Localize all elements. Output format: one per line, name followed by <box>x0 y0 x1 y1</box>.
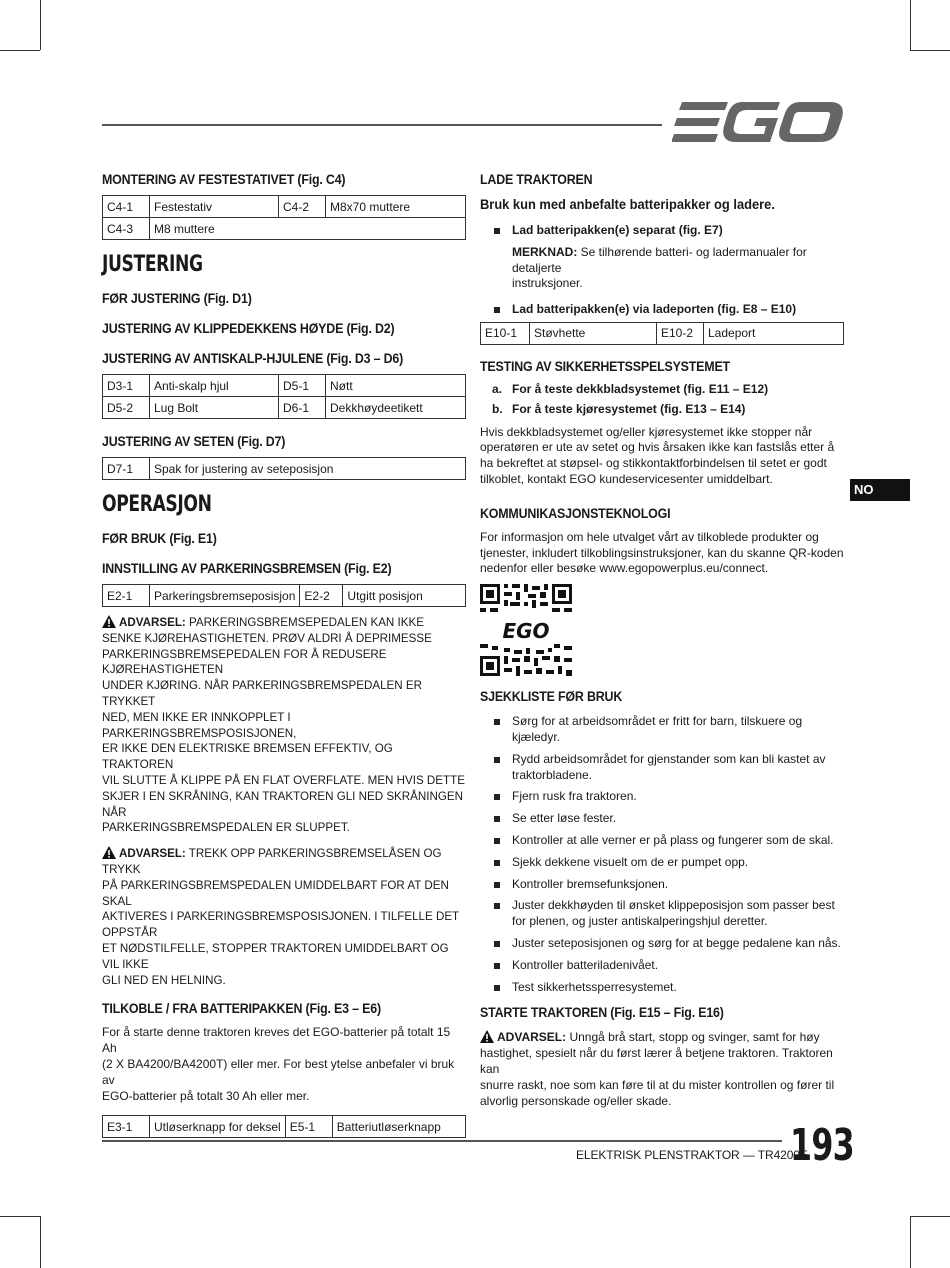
bullet-list <box>480 302 844 318</box>
warning-text: UNDER KJØRING. NÅR PARKERINGSBREMSPEDALEN ER TRYKKET <box>102 679 422 708</box>
warning-text: GLI NED EN HELNING. <box>102 973 226 987</box>
warning-text: AKTIVERES I PARKERINGSBREMSPOSISJONEN. I TILFELLE DET OPPSTÅR <box>102 910 459 940</box>
warning-text: SKJER I EN SKRÅNING, KAN TRAKTOREN GLI NED SKRÅNINGEN NÅR <box>102 789 463 819</box>
table-row <box>103 585 466 607</box>
section-heading: STARTE TRAKTOREN (Fig. E15 – Fig. E16) <box>480 1005 724 1021</box>
table-cell: C4-1 <box>103 196 150 218</box>
list-item <box>480 223 844 239</box>
warning-block <box>102 846 466 988</box>
warning-block <box>480 1030 844 1109</box>
table-cell: Festestativ <box>150 196 279 218</box>
bullet <box>494 794 500 800</box>
table-cell: D7-1 <box>103 458 150 480</box>
crop-mark <box>0 1216 40 1217</box>
list-item-text: Sørg for at arbeidsområdet er fritt for barn, tilskuere og kjæledyr. <box>512 714 803 744</box>
list-item-text: For å teste dekkbladsystemet (fig. E11 – E12) <box>512 381 769 396</box>
footer-title: ELEKTRISK PLENSTRAKTOR — TR4200E <box>576 1148 808 1162</box>
warning-icon <box>480 1030 494 1043</box>
table-row <box>103 458 466 480</box>
table-cell: Lug Bolt <box>150 397 279 419</box>
table-cell: D6-1 <box>279 397 326 419</box>
bullet <box>494 985 500 991</box>
list-item-text: Kontroller bremsefunksjonen. <box>512 876 669 891</box>
list-item-text: Kontroller at alle verner er på plass og fungerer som de skal. <box>512 832 834 847</box>
list-item-text: For å teste kjøresystemet (fig. E13 – E14) <box>512 401 746 416</box>
bullet <box>494 838 500 844</box>
subheading: Bruk kun med anbefalte batteripakker og ladere. <box>480 196 775 212</box>
list-item <box>480 833 844 849</box>
test-steps <box>480 382 844 418</box>
bullet <box>494 719 500 725</box>
page-number: 193 <box>790 1120 854 1171</box>
warning-text: NED, MEN IKKE ER INNKOPPLET I PARKERINGSBREMSPOSISJONEN, <box>102 710 297 740</box>
list-item <box>480 958 844 974</box>
table-cell: Utløserknapp for deksel <box>150 1116 286 1138</box>
parts-table-e3 <box>102 1115 466 1138</box>
paragraph-line: Hvis dekkbladsystemet og/eller kjøresystemet ikke stopper når <box>480 424 813 439</box>
header-rule <box>102 124 662 126</box>
section-heading: TILKOBLE / FRA BATTERIPAKKEN (Fig. E3 – E6) <box>102 1001 381 1017</box>
chapter-title: JUSTERING <box>102 252 203 277</box>
table-cell: Støvhette <box>530 322 657 344</box>
warning-text: ER IKKE DEN ELEKTRISKE BREMSEN EFFEKTIV, OG TRAKTOREN <box>102 742 393 772</box>
table-cell: E10-1 <box>481 322 530 344</box>
list-item <box>480 811 844 827</box>
table-cell: Batteriutløserknapp <box>332 1116 465 1138</box>
bullet <box>494 860 500 866</box>
warning-text: TREKK OPP PARKERINGSBREMSELÅSEN OG TRYKK <box>102 847 442 876</box>
body-paragraph <box>480 425 844 488</box>
warning-text: VIL SLUTTE Å KLIPPE PÅ EN FLAT OVERFLATE. MEN HVIS DETTE <box>102 773 465 787</box>
table-cell: C4-2 <box>279 196 326 218</box>
list-item-text: Sjekk dekkene visuelt om de er pumpet opp. <box>512 854 749 869</box>
section-heading: KOMMUNIKASJONSTEKNOLOGI <box>480 505 671 521</box>
bullet <box>494 307 500 313</box>
table-cell: D5-2 <box>103 397 150 419</box>
right-column <box>480 170 844 1109</box>
left-column <box>102 170 466 1138</box>
bullet <box>494 757 500 763</box>
note-text: Se tilhørende batteri- og ladermanualer for detaljerte <box>512 244 807 275</box>
list-item <box>480 877 844 893</box>
warning-text: SENKE KJØREHASTIGHETEN. PRØV ALDRI Å DEPRIMESSE <box>102 631 432 645</box>
warning-text: PÅ PARKERINGSBREMSPEDALEN UMIDDELBART FOR AT DEN SKAL <box>102 878 449 908</box>
section-heading: JUSTERING AV SETEN (Fig. D7) <box>102 434 286 449</box>
section-heading: JUSTERING AV KLIPPEDEKKENS HØYDE (Fig. D2) <box>102 321 395 336</box>
warning-text: snurre raskt, noe som kan føre til at du mister kontrollen og fører til <box>480 1077 835 1092</box>
parts-table-e10 <box>480 322 844 345</box>
warning-text: PARKERINGSBREMSEPEDALEN FOR Å REDUSERE KJØREHASTIGHETEN <box>102 647 387 677</box>
list-item <box>480 789 844 805</box>
table-row <box>103 397 466 419</box>
paragraph-line: tilkoblet, kontakt EGO kundeservicesenter umiddelbart. <box>480 471 773 486</box>
list-item <box>480 752 844 784</box>
section-heading: JUSTERING AV ANTISKALP-HJULENE (Fig. D3 – D6) <box>102 351 404 366</box>
list-item-text: Juster seteposisjonen og sørg for at begge pedalene kan nås. <box>512 935 841 950</box>
bullet <box>494 963 500 969</box>
bullet <box>494 228 500 234</box>
table-cell: C4-3 <box>103 218 150 240</box>
paragraph-line: tjenester, inkludert tilkoblingsinstruksjoner, kan du skanne QR-koden <box>480 545 844 560</box>
bullet <box>494 816 500 822</box>
table-cell: E10-2 <box>657 322 704 344</box>
table-row <box>103 218 466 240</box>
list-item-text: Kontroller batteriladenivået. <box>512 957 659 972</box>
table-row <box>103 1116 466 1138</box>
table-cell: Utgitt posisjon <box>343 585 466 607</box>
checklist <box>480 714 844 995</box>
list-letter: b. <box>492 401 503 416</box>
list-item-text: Se etter løse fester. <box>512 811 617 826</box>
paragraph-line: nedenfor eller besøke www.egopowerplus.eu/connect. <box>480 561 769 576</box>
crop-mark <box>910 1216 950 1217</box>
paragraph-line: operatøren er ute av setet og hvis årsaken ikke kan fastslås etter å <box>480 440 835 455</box>
paragraph-line: (2 X BA4200/BA4200T) eller mer. For best ytelse anbefaler vi bruk av <box>102 1056 455 1087</box>
crop-mark <box>40 0 41 50</box>
bullet <box>494 903 500 909</box>
list-item-text: Lad batteripakken(e) separat (fig. E7) <box>512 223 723 237</box>
paragraph-line: EGO-batterier på totalt 30 Ah eller mer. <box>102 1088 310 1103</box>
list-item-text: Juster dekkhøyden til ønsket klippeposisjon som passer best for plenen, og juster antiskalperingshjul deretter. <box>512 898 835 929</box>
table-cell: Nøtt <box>326 375 466 397</box>
section-heading: MONTERING AV FESTESTATIVET (Fig. C4) <box>102 172 346 187</box>
section-heading: FØR BRUK (Fig. E1) <box>102 531 217 546</box>
warning-label: ADVARSEL: <box>119 847 186 861</box>
bullet <box>494 882 500 888</box>
warning-text: Unngå brå start, stopp og svinger, samt for høy <box>566 1030 820 1045</box>
section-heading: LADE TRAKTOREN <box>480 172 593 187</box>
list-item-text: Rydd arbeidsområdet for gjenstander som kan bli kastet av traktorbladene. <box>512 751 826 782</box>
language-tab: NO <box>850 479 910 501</box>
note-text: instruksjoner. <box>512 276 583 291</box>
parts-table-c4 <box>102 195 466 240</box>
table-cell: D3-1 <box>103 375 150 397</box>
footer-rule <box>102 1140 782 1142</box>
warning-text: PARKERINGSBREMSEPEDALEN KAN IKKE <box>185 616 424 629</box>
list-item <box>480 714 844 746</box>
list-item <box>480 402 844 418</box>
parts-table-d7 <box>102 457 466 480</box>
crop-mark <box>40 1216 41 1268</box>
paragraph-line: For informasjon om hele utvalget vårt av tilkoblede produkter og <box>480 529 819 544</box>
section-heading: INNSTILLING AV PARKERINGSBREMSEN (Fig. E2) <box>102 561 392 576</box>
ego-logo <box>672 100 844 146</box>
table-cell: M8x70 muttere <box>326 196 466 218</box>
list-letter: a. <box>492 381 503 396</box>
table-cell: E3-1 <box>103 1116 150 1138</box>
warning-text: alvorlig personskade og/eller skade. <box>480 1093 672 1108</box>
qr-brand: EGO <box>502 619 550 644</box>
table-cell: E5-1 <box>285 1116 332 1138</box>
list-item-text: Lad batteripakken(e) via ladeporten (fig. E8 – E10) <box>512 302 797 317</box>
warning-text: hastighet, spesielt når du først lærer å betjene traktoren. Traktoren kan <box>480 1046 833 1076</box>
list-item <box>480 855 844 871</box>
note-label: MERKNAD: <box>512 244 578 259</box>
section-heading: TESTING AV SIKKERHETSSPELSYSTEMET <box>480 358 730 374</box>
warning-icon <box>102 846 116 859</box>
table-cell: Dekkhøydeetikett <box>326 397 466 419</box>
table-cell: Spak for justering av seteposisjon <box>150 458 466 480</box>
list-item <box>480 382 844 398</box>
body-paragraph <box>102 1025 466 1104</box>
crop-mark <box>910 1216 911 1268</box>
list-item-text: Test sikkerhetssperresystemet. <box>512 979 677 994</box>
list-item <box>480 898 844 930</box>
body-paragraph <box>480 530 844 577</box>
section-heading: FØR JUSTERING (Fig. D1) <box>102 291 252 306</box>
crop-mark <box>910 0 911 50</box>
list-item <box>480 936 844 952</box>
crop-mark <box>910 50 950 51</box>
list-item <box>480 980 844 996</box>
chapter-title: OPERASJON <box>102 492 212 517</box>
table-row <box>481 322 844 344</box>
table-cell: D5-1 <box>279 375 326 397</box>
table-row <box>103 375 466 397</box>
warning-text: PARKERINGSBREMSPEDALEN ER SLUPPET. <box>102 821 350 835</box>
bullet-list <box>480 223 844 239</box>
paragraph-line: ha bekreftet at støpsel- og stikkontaktforbindelsen til setet er godt <box>480 456 827 471</box>
warning-icon <box>102 615 116 628</box>
qr-code <box>480 584 572 676</box>
parts-table-e2 <box>102 584 466 607</box>
table-cell: Ladeport <box>704 322 844 344</box>
table-cell: Anti-skalp hjul <box>150 375 279 397</box>
list-item-text: Fjern rusk fra traktoren. <box>512 789 637 804</box>
section-heading: SJEKKLISTE FØR BRUK <box>480 689 623 705</box>
table-cell: M8 muttere <box>150 218 466 240</box>
note-paragraph <box>480 245 844 292</box>
table-cell: E2-1 <box>103 585 150 607</box>
list-item <box>480 302 844 318</box>
paragraph-line: For å starte denne traktoren kreves det EGO-batterier på totalt 15 Ah <box>102 1025 451 1056</box>
warning-block <box>102 615 466 836</box>
warning-label: ADVARSEL: <box>497 1030 567 1045</box>
table-row <box>103 196 466 218</box>
table-cell: E2-2 <box>300 585 343 607</box>
crop-mark <box>0 50 40 51</box>
bullet <box>494 941 500 947</box>
parts-table-d <box>102 374 466 419</box>
warning-text: ET NØDSTILFELLE, STOPPER TRAKTOREN UMIDDELBART OG VIL IKKE <box>102 941 449 971</box>
table-cell: Parkeringsbremseposisjon <box>150 585 300 607</box>
warning-label: ADVARSEL: <box>119 616 186 629</box>
